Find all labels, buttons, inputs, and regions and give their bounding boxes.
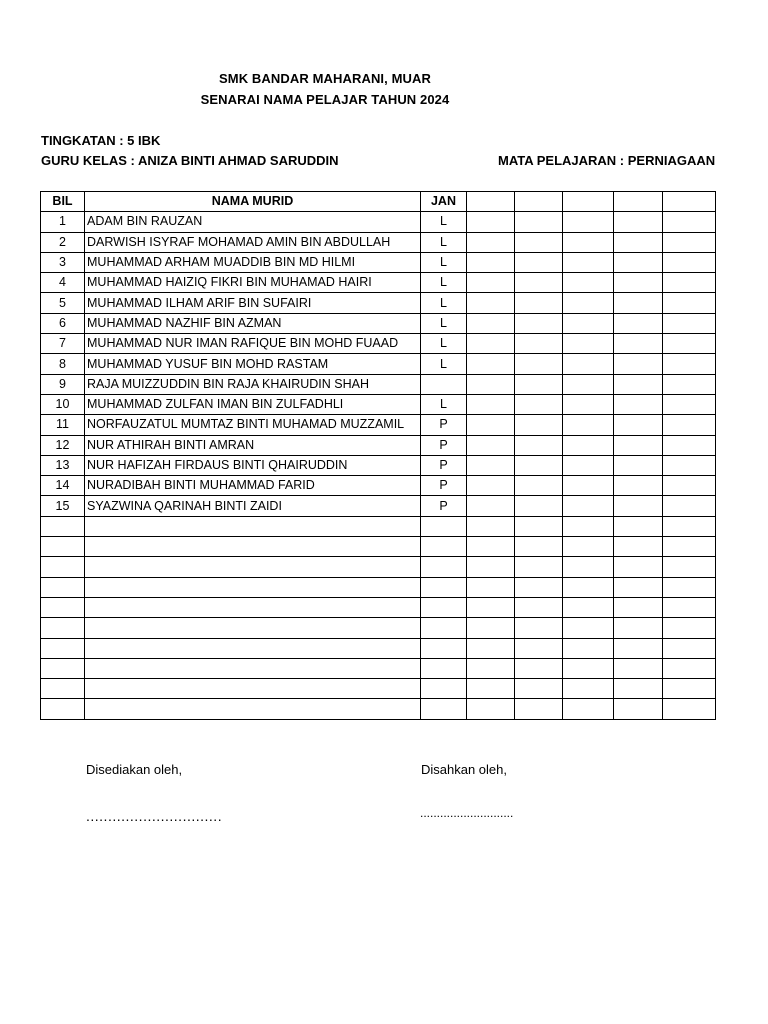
blank-cell — [515, 658, 563, 678]
blank-cell — [614, 679, 663, 699]
blank-cell — [467, 679, 515, 699]
table-row — [41, 496, 716, 516]
blank-cell — [663, 293, 716, 313]
blank-cell — [515, 273, 563, 293]
blank-cell — [467, 293, 515, 313]
blank-cell — [614, 537, 663, 557]
table-row — [41, 455, 716, 475]
blank-cell — [467, 374, 515, 394]
blank-cell — [515, 212, 563, 232]
blank-cell — [614, 618, 663, 638]
row-number — [41, 679, 85, 699]
blank-cell — [663, 435, 716, 455]
blank-cell — [563, 638, 614, 658]
blank-cell — [467, 232, 515, 252]
blank-cell — [515, 394, 563, 414]
jan-mark: L — [421, 354, 467, 374]
blank-cell — [515, 679, 563, 699]
jan-mark: L — [421, 293, 467, 313]
table-row — [41, 293, 716, 313]
student-name: RAJA MUIZZUDDIN BIN RAJA KHAIRUDIN SHAH — [85, 374, 421, 394]
table-row — [41, 334, 716, 354]
column-header-jan: JAN — [421, 192, 467, 212]
blank-cell — [467, 699, 515, 719]
blank-cell — [467, 537, 515, 557]
blank-cell — [563, 435, 614, 455]
prepared-by-label: Disediakan oleh, — [86, 762, 183, 777]
blank-cell — [663, 212, 716, 232]
blank-cell — [663, 455, 716, 475]
blank-cell — [614, 252, 663, 272]
blank-cell — [515, 415, 563, 435]
blank-cell — [467, 394, 515, 414]
roster-body — [41, 212, 716, 719]
class-level: TINGKATAN : 5 IBK — [41, 133, 161, 148]
blank-cell — [563, 516, 614, 536]
blank-cell — [563, 597, 614, 617]
blank-cell — [467, 313, 515, 333]
blank-cell — [663, 354, 716, 374]
blank-cell — [563, 273, 614, 293]
jan-mark — [421, 699, 467, 719]
table-row — [41, 273, 716, 293]
blank-cell — [563, 455, 614, 475]
blank-cell — [663, 537, 716, 557]
row-number — [41, 577, 85, 597]
student-name: NUR HAFIZAH FIRDAUS BINTI QHAIRUDDIN — [85, 455, 421, 475]
blank-cell — [467, 334, 515, 354]
blank-cell — [663, 476, 716, 496]
blank-cell — [614, 455, 663, 475]
jan-mark — [421, 679, 467, 699]
blank-cell — [663, 557, 716, 577]
row-number: 8 — [41, 354, 85, 374]
blank-cell — [614, 232, 663, 252]
jan-mark — [421, 374, 467, 394]
student-name — [85, 557, 421, 577]
row-number: 5 — [41, 293, 85, 313]
blank-cell — [614, 415, 663, 435]
table-row — [41, 658, 716, 678]
table-row — [41, 557, 716, 577]
row-number: 9 — [41, 374, 85, 394]
blank-cell — [467, 273, 515, 293]
student-name: ADAM BIN RAUZAN — [85, 212, 421, 232]
blank-cell — [515, 699, 563, 719]
blank-cell — [563, 557, 614, 577]
student-name — [85, 618, 421, 638]
column-header-blank — [663, 192, 716, 212]
blank-cell — [614, 354, 663, 374]
blank-cell — [467, 658, 515, 678]
blank-cell — [563, 476, 614, 496]
student-name — [85, 597, 421, 617]
table-row — [41, 252, 716, 272]
blank-cell — [515, 435, 563, 455]
blank-cell — [515, 557, 563, 577]
student-name — [85, 537, 421, 557]
blank-cell — [515, 577, 563, 597]
row-number: 13 — [41, 455, 85, 475]
student-name: NORFAUZATUL MUMTAZ BINTI MUHAMAD MUZZAMIL — [85, 415, 421, 435]
row-number: 11 — [41, 415, 85, 435]
row-number: 7 — [41, 334, 85, 354]
row-number: 10 — [41, 394, 85, 414]
blank-cell — [563, 374, 614, 394]
blank-cell — [563, 415, 614, 435]
blank-cell — [663, 516, 716, 536]
jan-mark: L — [421, 273, 467, 293]
blank-cell — [563, 232, 614, 252]
jan-mark — [421, 658, 467, 678]
student-name: MUHAMMAD ARHAM MUADDIB BIN MD HILMI — [85, 252, 421, 272]
jan-mark — [421, 638, 467, 658]
column-header-blank — [563, 192, 614, 212]
blank-cell — [467, 638, 515, 658]
blank-cell — [515, 232, 563, 252]
jan-mark: P — [421, 415, 467, 435]
blank-cell — [663, 232, 716, 252]
table-row — [41, 597, 716, 617]
jan-mark — [421, 618, 467, 638]
approved-by-label: Disahkan oleh, — [421, 762, 507, 777]
blank-cell — [663, 415, 716, 435]
blank-cell — [563, 354, 614, 374]
blank-cell — [563, 658, 614, 678]
approved-signature-line: ............................ — [420, 806, 514, 820]
row-number: 6 — [41, 313, 85, 333]
blank-cell — [614, 212, 663, 232]
blank-cell — [563, 212, 614, 232]
blank-cell — [515, 354, 563, 374]
blank-cell — [467, 476, 515, 496]
student-name: MUHAMMAD ILHAM ARIF BIN SUFAIRI — [85, 293, 421, 313]
table-row — [41, 699, 716, 719]
jan-mark — [421, 516, 467, 536]
prepared-signature-line: ............................... — [86, 808, 223, 824]
student-name: MUHAMMAD HAIZIQ FIKRI BIN MUHAMAD HAIRI — [85, 273, 421, 293]
row-number — [41, 516, 85, 536]
blank-cell — [663, 597, 716, 617]
blank-cell — [614, 313, 663, 333]
blank-cell — [614, 293, 663, 313]
table-row — [41, 374, 716, 394]
blank-cell — [563, 334, 614, 354]
table-row — [41, 415, 716, 435]
table-row — [41, 232, 716, 252]
jan-mark: L — [421, 313, 467, 333]
table-row — [41, 679, 716, 699]
blank-cell — [614, 658, 663, 678]
table-row — [41, 212, 716, 232]
table-row — [41, 577, 716, 597]
blank-cell — [515, 496, 563, 516]
row-number: 3 — [41, 252, 85, 272]
blank-cell — [614, 577, 663, 597]
blank-cell — [515, 476, 563, 496]
table-header-row — [41, 192, 716, 212]
row-number — [41, 597, 85, 617]
student-name — [85, 679, 421, 699]
jan-mark — [421, 577, 467, 597]
blank-cell — [515, 597, 563, 617]
blank-cell — [663, 273, 716, 293]
blank-cell — [467, 252, 515, 272]
blank-cell — [663, 618, 716, 638]
blank-cell — [663, 252, 716, 272]
blank-cell — [663, 313, 716, 333]
blank-cell — [563, 252, 614, 272]
jan-mark — [421, 537, 467, 557]
table-row — [41, 618, 716, 638]
column-header-blank — [614, 192, 663, 212]
row-number: 12 — [41, 435, 85, 455]
blank-cell — [467, 435, 515, 455]
blank-cell — [563, 496, 614, 516]
blank-cell — [563, 679, 614, 699]
student-name: NUR ATHIRAH BINTI AMRAN — [85, 435, 421, 455]
blank-cell — [614, 699, 663, 719]
blank-cell — [467, 557, 515, 577]
blank-cell — [563, 537, 614, 557]
blank-cell — [663, 638, 716, 658]
student-name: MUHAMMAD ZULFAN IMAN BIN ZULFADHLI — [85, 394, 421, 414]
blank-cell — [515, 618, 563, 638]
blank-cell — [563, 577, 614, 597]
jan-mark: P — [421, 435, 467, 455]
row-number: 14 — [41, 476, 85, 496]
blank-cell — [515, 313, 563, 333]
blank-cell — [614, 476, 663, 496]
row-number: 1 — [41, 212, 85, 232]
jan-mark — [421, 597, 467, 617]
blank-cell — [614, 638, 663, 658]
row-number: 15 — [41, 496, 85, 516]
student-name — [85, 577, 421, 597]
student-name: MUHAMMAD NUR IMAN RAFIQUE BIN MOHD FUAAD — [85, 334, 421, 354]
blank-cell — [515, 537, 563, 557]
blank-cell — [663, 374, 716, 394]
blank-cell — [614, 394, 663, 414]
jan-mark: P — [421, 496, 467, 516]
blank-cell — [467, 212, 515, 232]
table-row — [41, 313, 716, 333]
blank-cell — [663, 658, 716, 678]
jan-mark: L — [421, 252, 467, 272]
row-number: 2 — [41, 232, 85, 252]
blank-cell — [663, 334, 716, 354]
jan-mark: L — [421, 334, 467, 354]
student-name: NURADIBAH BINTI MUHAMMAD FARID — [85, 476, 421, 496]
blank-cell — [515, 252, 563, 272]
blank-cell — [563, 394, 614, 414]
student-name — [85, 699, 421, 719]
table-row — [41, 537, 716, 557]
table-row — [41, 516, 716, 536]
student-name: SYAZWINA QARINAH BINTI ZAIDI — [85, 496, 421, 516]
blank-cell — [614, 557, 663, 577]
blank-cell — [614, 374, 663, 394]
student-name — [85, 658, 421, 678]
student-name: MUHAMMAD YUSUF BIN MOHD RASTAM — [85, 354, 421, 374]
blank-cell — [515, 455, 563, 475]
table-row — [41, 435, 716, 455]
row-number — [41, 658, 85, 678]
table-row — [41, 476, 716, 496]
row-number — [41, 638, 85, 658]
blank-cell — [663, 699, 716, 719]
blank-cell — [663, 496, 716, 516]
table-row — [41, 394, 716, 414]
blank-cell — [563, 618, 614, 638]
student-name: DARWISH ISYRAF MOHAMAD AMIN BIN ABDULLAH — [85, 232, 421, 252]
blank-cell — [467, 455, 515, 475]
jan-mark: L — [421, 232, 467, 252]
blank-cell — [467, 496, 515, 516]
school-name: SMK BANDAR MAHARANI, MUAR — [219, 71, 431, 86]
blank-cell — [515, 374, 563, 394]
row-number — [41, 618, 85, 638]
blank-cell — [467, 577, 515, 597]
blank-cell — [515, 334, 563, 354]
table-row — [41, 638, 716, 658]
blank-cell — [663, 679, 716, 699]
student-name — [85, 516, 421, 536]
column-header-name: NAMA MURID — [85, 192, 421, 212]
row-number: 4 — [41, 273, 85, 293]
student-roster-table — [40, 191, 716, 720]
row-number — [41, 699, 85, 719]
blank-cell — [563, 699, 614, 719]
jan-mark: P — [421, 476, 467, 496]
class-teacher: GURU KELAS : ANIZA BINTI AHMAD SARUDDIN — [41, 153, 339, 168]
blank-cell — [467, 618, 515, 638]
row-number — [41, 537, 85, 557]
student-name: MUHAMMAD NAZHIF BIN AZMAN — [85, 313, 421, 333]
jan-mark: L — [421, 212, 467, 232]
blank-cell — [515, 293, 563, 313]
blank-cell — [614, 516, 663, 536]
blank-cell — [614, 496, 663, 516]
blank-cell — [614, 334, 663, 354]
blank-cell — [614, 597, 663, 617]
blank-cell — [663, 577, 716, 597]
blank-cell — [563, 293, 614, 313]
column-header-bil: BIL — [41, 192, 85, 212]
blank-cell — [563, 313, 614, 333]
table-row — [41, 354, 716, 374]
column-header-blank — [515, 192, 563, 212]
blank-cell — [515, 516, 563, 536]
column-header-blank — [467, 192, 515, 212]
blank-cell — [614, 435, 663, 455]
jan-mark: P — [421, 455, 467, 475]
blank-cell — [467, 415, 515, 435]
subject: MATA PELAJARAN : PERNIAGAAN — [498, 153, 716, 168]
blank-cell — [614, 273, 663, 293]
jan-mark: L — [421, 394, 467, 414]
blank-cell — [515, 638, 563, 658]
blank-cell — [467, 516, 515, 536]
blank-cell — [663, 394, 716, 414]
jan-mark — [421, 557, 467, 577]
student-name — [85, 638, 421, 658]
list-title: SENARAI NAMA PELAJAR TAHUN 2024 — [200, 92, 450, 107]
row-number — [41, 557, 85, 577]
blank-cell — [467, 354, 515, 374]
blank-cell — [467, 597, 515, 617]
